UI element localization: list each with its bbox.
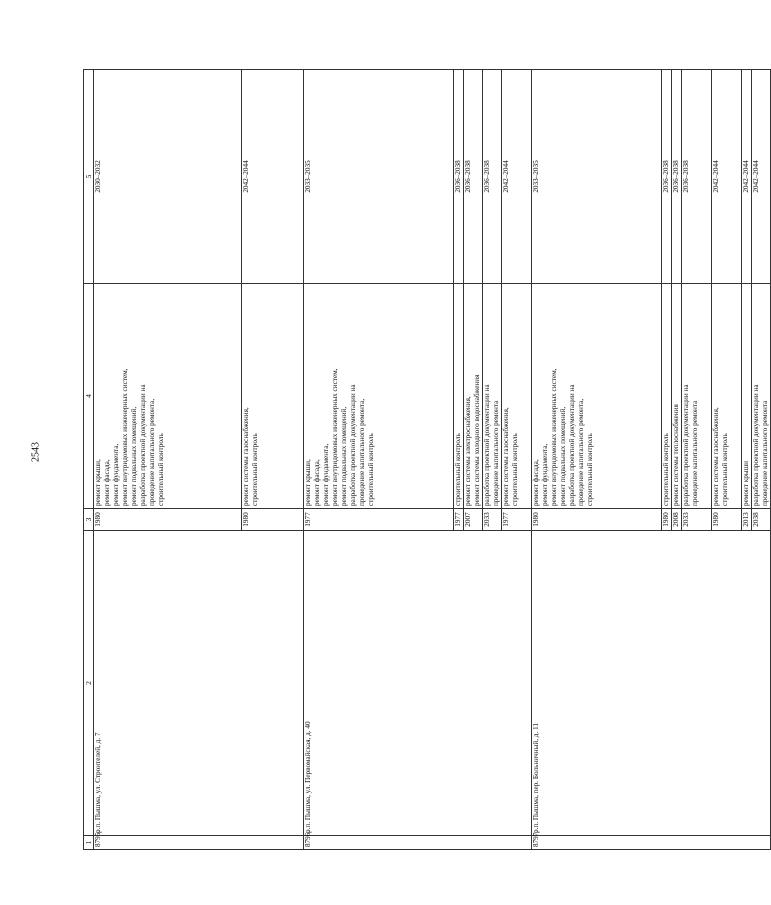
column-number-row bbox=[84, 70, 94, 850]
repair-works: ремонт крыши, ремонт фасада, ремонт фундамента, ремонт внутридомовых инженерных систем, ремонт подвальных помещений, разработка проектной документации на проведение капитального ремонта, строительный контроль bbox=[94, 284, 242, 509]
column-header: 5 bbox=[84, 70, 94, 284]
last-repair-year: 1980 bbox=[712, 509, 742, 531]
planned-period: 2036–2038 bbox=[662, 70, 672, 284]
repair-works: строительный контроль bbox=[454, 284, 464, 509]
column-header: 3 bbox=[84, 509, 94, 531]
repair-works: ремонт системы газоснабжения, строительный контроль bbox=[242, 284, 304, 509]
repair-works: ремонт крыши bbox=[742, 284, 752, 509]
table-row bbox=[94, 70, 242, 850]
last-repair-year: 1980 bbox=[242, 509, 304, 531]
item-number: 8796. bbox=[304, 836, 532, 850]
planned-period: 2033–2035 bbox=[304, 70, 454, 284]
building-address: р.п. Пышма, ул. Строителей, д. 7 bbox=[94, 531, 304, 836]
repair-works: ремонт фасада, ремонт фундамента, ремонт внутридомовых инженерных систем, ремонт подвальных помещений, разработка проектной документации на проведение капитального ремонта, строительный контроль bbox=[532, 284, 662, 509]
repair-works: строительный контроль bbox=[662, 284, 672, 509]
repair-works: ремонт крыши, ремонт фасада, ремонт фундамента, ремонт внутридомовых инженерных систем, ремонт подвальных помещений, разработка проектной документации на проведение капитального ремонта, строительный контроль bbox=[304, 284, 454, 509]
planned-period: 2030–2032 bbox=[94, 70, 242, 284]
last-repair-year: 2013 bbox=[742, 509, 752, 531]
repair-works: ремонт системы электроснабжения, ремонт системы холодного водоснабжения bbox=[464, 284, 483, 509]
planned-period: 2033–2035 bbox=[532, 70, 662, 284]
planned-period: 2042–2044 bbox=[752, 70, 771, 284]
planned-period: 2042–2044 bbox=[502, 70, 532, 284]
last-repair-year: 1977 bbox=[502, 509, 532, 531]
planned-period: 2036–2038 bbox=[454, 70, 464, 284]
building-address: р.п. Пышма, пер. Больничный, д. 11 bbox=[532, 531, 771, 836]
repair-schedule-table bbox=[83, 69, 771, 850]
repair-works: ремонт системы теплоснабжения bbox=[672, 284, 682, 509]
last-repair-year: 1977 bbox=[454, 509, 464, 531]
planned-period: 2036–2038 bbox=[672, 70, 682, 284]
last-repair-year: 1980 bbox=[94, 509, 242, 531]
repair-works: разработка проектной документации на проведение капитального ремонта bbox=[682, 284, 712, 509]
last-repair-year: 2007 bbox=[464, 509, 483, 531]
item-number: 8797. bbox=[532, 836, 771, 850]
repair-works: разработка проектной документации на проведение капитального ремонта bbox=[752, 284, 771, 509]
repair-works: ремонт системы газоснабжения, строительный контроль bbox=[712, 284, 742, 509]
planned-period: 2042–2044 bbox=[242, 70, 304, 284]
planned-period: 2036–2038 bbox=[483, 70, 502, 284]
planned-period: 2036–2038 bbox=[682, 70, 712, 284]
last-repair-year: 2038 bbox=[752, 509, 771, 531]
last-repair-year: 2033 bbox=[483, 509, 502, 531]
planned-period: 2042–2044 bbox=[742, 70, 752, 284]
last-repair-year: 1980 bbox=[532, 509, 662, 531]
column-header: 4 bbox=[84, 284, 94, 509]
table-container bbox=[83, 70, 770, 850]
last-repair-year: 1977 bbox=[304, 509, 454, 531]
column-header: 1 bbox=[84, 836, 94, 850]
planned-period: 2036–2038 bbox=[464, 70, 483, 284]
table-row bbox=[304, 70, 454, 850]
last-repair-year: 1980 bbox=[662, 509, 672, 531]
repair-works: разработка проектной документации на проведение капитального ремонта bbox=[483, 284, 502, 509]
last-repair-year: 2008 bbox=[672, 509, 682, 531]
planned-period: 2042–2044 bbox=[712, 70, 742, 284]
column-header: 2 bbox=[84, 531, 94, 836]
repair-works: ремонт системы газоснабжения, строительный контроль bbox=[502, 284, 532, 509]
table-row bbox=[532, 70, 662, 850]
item-number: 8795. bbox=[94, 836, 304, 850]
last-repair-year: 2033 bbox=[682, 509, 712, 531]
building-address: р.п. Пышма, ул. Первомайская, д. 40 bbox=[304, 531, 532, 836]
